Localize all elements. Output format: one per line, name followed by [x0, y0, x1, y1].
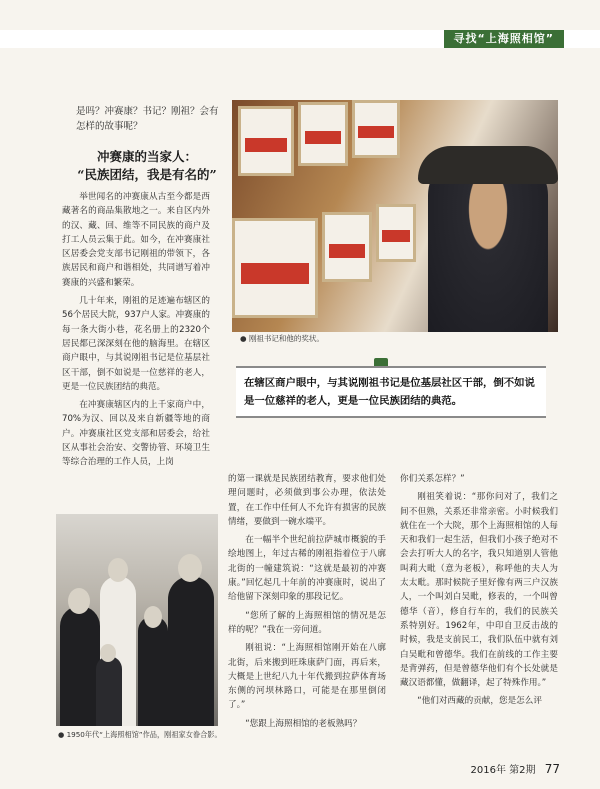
award-frame [376, 204, 416, 262]
award-frame [352, 100, 400, 158]
paragraph: 在一幅半个世纪前拉萨城市概貌的手绘地图上，年过古稀的刚祖指着位于八廓北街的一幢建筑说：“这就是最初的冲赛康。”回忆起几十年前的冲赛康时，说出了给他留下深刻印象的那段记忆。 [228, 535, 386, 603]
paragraph: “他们对西藏的贡献，您是怎么评 [417, 696, 542, 707]
paragraph: 的第一课就是民族团结教育，要求他们处理问题时，必须做到事公办理，依法处置，在工作中任何人不允许有损害的民族情绪，要做到一碗水端平。 [228, 474, 386, 527]
paragraph: 你们关系怎样？” [400, 474, 465, 484]
page-number: 77 [544, 762, 560, 776]
section-title [62, 148, 232, 184]
body-left-column [62, 190, 210, 474]
paragraph: “您所了解的上海照相馆的情况是怎样的呢？”我在一旁问道。 [228, 610, 386, 635]
hat-shape [418, 146, 558, 184]
section-title-line1: 冲赛康的当家人： [96, 149, 197, 164]
issue-label: 2016年 第2期 [470, 765, 536, 776]
intro-text: 是吗？冲赛康？书记？刚祖？会有怎样的故事呢？ [76, 106, 219, 132]
award-frame [232, 218, 318, 318]
paragraph: “您跟上海照相馆的老板熟吗？ [245, 718, 362, 729]
photo1-caption: ● 刚祖书记和他的奖状。 [240, 334, 324, 343]
body-middle-column [228, 472, 386, 735]
paragraph: 在冲赛康辖区内的上千家商户中，70%为汉、回以及来自新疆等地的商户。冲赛康社区党支部和居委会，给社区从事社会治安、交警协管、环境卫生等综合治理的工作人员，上岗 [62, 400, 210, 468]
pull-quote: 在辖区商户眼中，与其说刚祖书记是位基层社区干部，倒不如说是一位慈祥的老人，更是一位民族团结的典范。 [236, 366, 546, 418]
photo2-caption: ● 1950年代“上海照相馆”作品，刚祖家女眷合影。 [58, 730, 222, 739]
section-tag: 寻找“上海照相馆” [444, 30, 564, 48]
award-frame [238, 106, 294, 176]
body-right-column [400, 472, 558, 713]
award-frame [322, 212, 372, 282]
photo-family-group [56, 514, 218, 726]
award-frame [298, 102, 348, 166]
paragraph: 刚祖说：“上海照相馆刚开始在八廓北街，后来搬到旺珠康萨门面，再后来，大概是上世纪八九十年代搬到拉萨体育场东侧的河坝林路口，可能是在那里倒闭了。” [228, 643, 386, 711]
photo-portrait-with-awards [232, 100, 558, 332]
paragraph: 几十年来，刚祖的足迹遍布辖区的56个居民大院，937户人家。冲赛康的每一条大街小巷，花名册上的2320个居民都已深深刻在他的脑海里。在辖区商户眼中，与其说刚祖书记是位基层社区干部，倒不如说是一位慈祥的老人，更是一位民族团结的典范。 [62, 296, 210, 392]
paragraph: 刚祖笑着说：“那你问对了，我们之间不但熟，关系还非常亲密。小时候我们就住在一个大院，那个上海照相馆的人每天和我们一起生活，但我们小孩子绝对不会去打听大人的名字，我只知道别人管他叫莉大毗（意为老板），称呼他的夫人为太太毗。那时候院子里好像有两三户汉族人，一个叫刘白吴毗，修表的，一个叫曾德华（音），修自行车的，我们的民族关系特别好。1962年，中印自卫反击战的时候，我是支前民工，我们队伍中就有刘白吴毗和曾德华。我们在前线的工作主要是背弹药，但是曾德华他们有个长处就是藏汉语都懂，做翻译，起了特殊作用。” [400, 492, 558, 689]
page-footer [471, 761, 560, 776]
paragraph: 举世闻名的冲赛康从古至今都是西藏著名的商品集散地之一。来自区内外的汉、藏、回、维等不同民族的商户及打工人员云集于此。如今，在冲赛康社区居委会党支部书记刚祖的带领下，各族居民和商户和谐相处，共同谱写着冲赛康的兴盛和繁荣。 [62, 192, 210, 288]
section-title-line2: “民族团结，我是有名的” [77, 167, 217, 182]
